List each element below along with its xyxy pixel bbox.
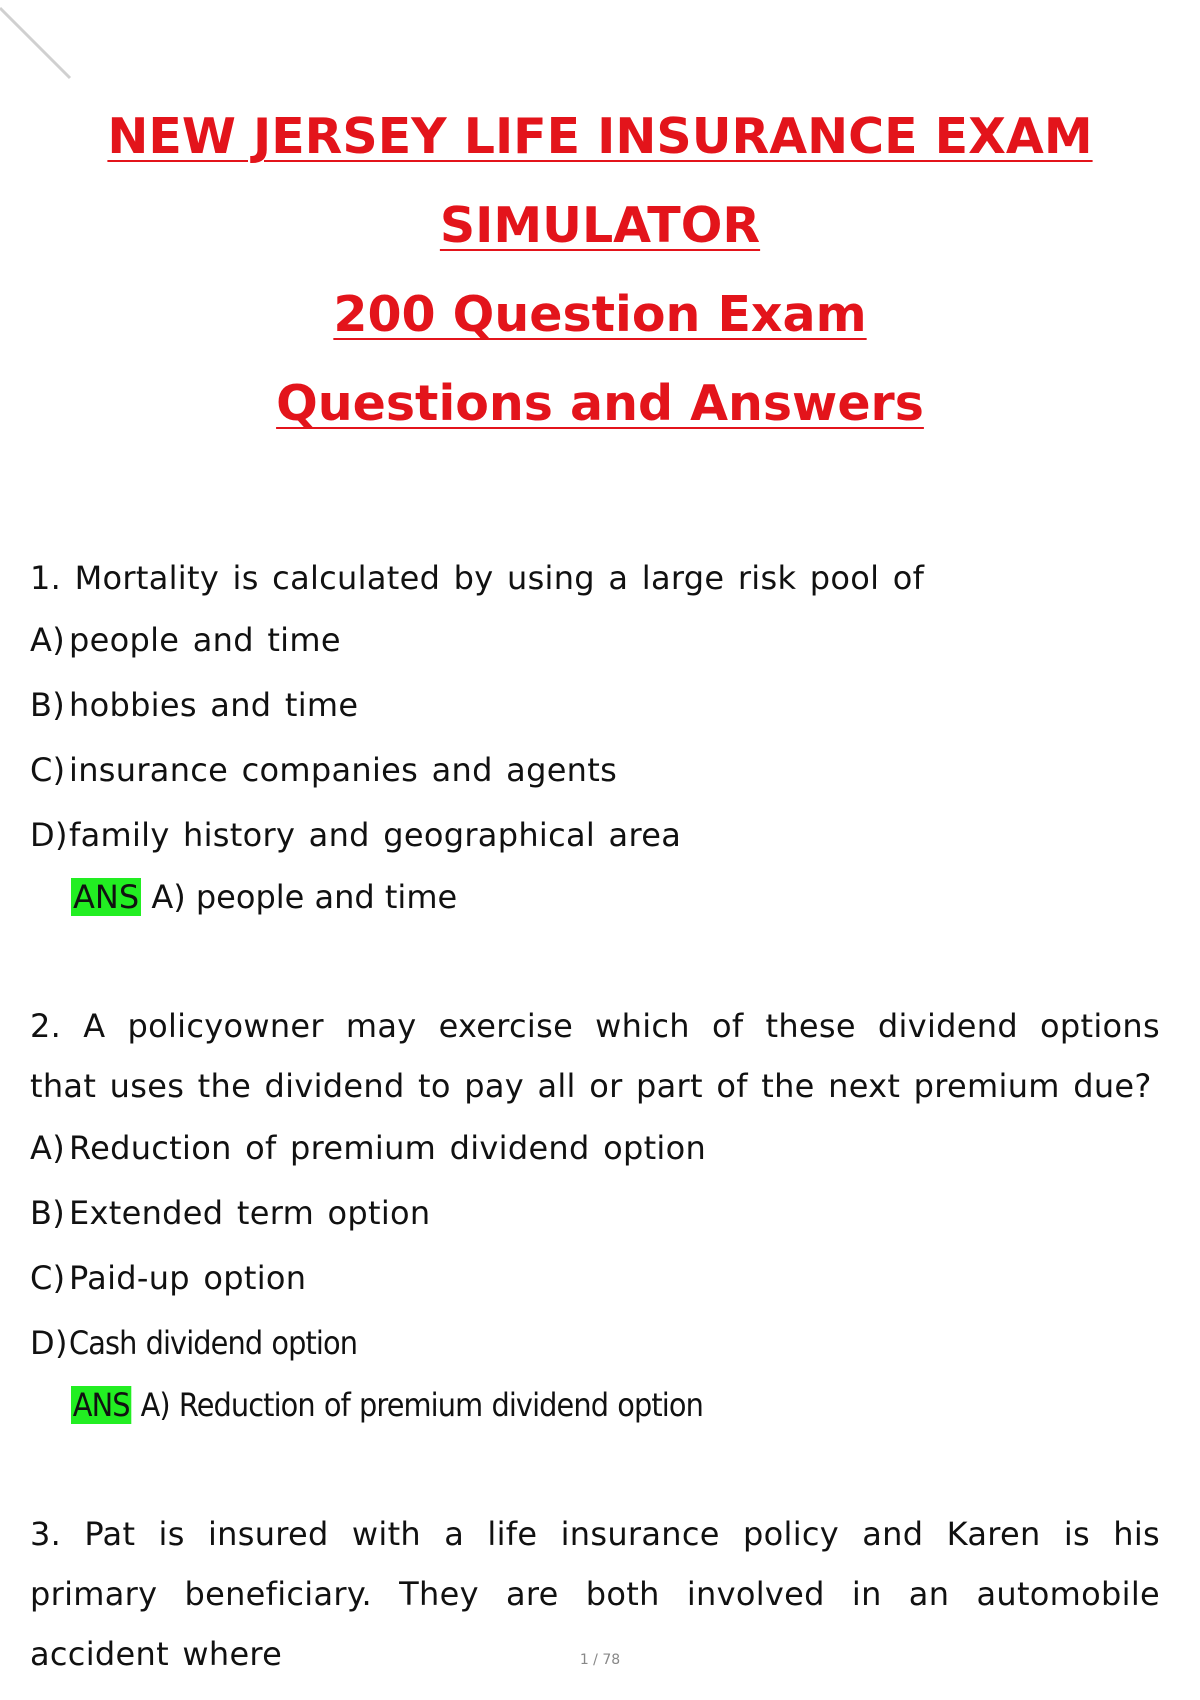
option-letter: D) [30, 1324, 68, 1362]
option-text: insurance companies and agents [69, 751, 618, 789]
answer-text: A) people and time [151, 878, 458, 916]
question-1-answer [71, 868, 1160, 926]
question-2-option-d [30, 1311, 1160, 1376]
question-1-text: 1. Mortality is calculated by using a large risk pool of [30, 559, 925, 597]
option-text: Cash dividend option [69, 1324, 358, 1362]
questions-list [30, 548, 1160, 1684]
option-text: people and time [69, 621, 341, 659]
option-text: Extended term option [69, 1194, 431, 1232]
option-text: Paid-up option [69, 1259, 307, 1297]
option-text: family history and geographical area [69, 816, 682, 854]
option-letter: B) [30, 686, 66, 724]
title-line-3: 200 Question Exam [333, 286, 867, 343]
question-3-text: 3. Pat is insured with a life insurance policy and Karen is his primary beneficiary. They are both involved in an automobile accident where [30, 1515, 1160, 1673]
question-2-text: 2. A policyowner may exercise which of these dividend options that uses the dividend to pay all or part of the next premium due? [30, 1007, 1160, 1105]
option-text: hobbies and time [69, 686, 359, 724]
question-2-option-a [30, 1116, 1160, 1181]
question-1-option-c [30, 738, 1160, 803]
option-letter: A) [30, 621, 65, 659]
title-line-4: Questions and Answers [276, 375, 924, 432]
option-letter: C) [30, 1259, 66, 1297]
option-letter: B) [30, 1194, 66, 1232]
document-title [0, 108, 1200, 468]
question-2-option-c [30, 1246, 1160, 1311]
answer-text: A) Reduction of premium dividend option [140, 1386, 703, 1424]
option-letter: A) [30, 1129, 65, 1167]
title-line-2: SIMULATOR [439, 197, 761, 254]
question-1 [30, 548, 1160, 926]
question-1-option-b [30, 673, 1160, 738]
answer-tag: ANS [73, 878, 140, 916]
title-line-1: NEW JERSEY LIFE INSURANCE EXAM [107, 108, 1093, 165]
question-2 [30, 996, 1160, 1434]
question-2-answer [71, 1376, 1160, 1434]
option-letter: C) [30, 751, 66, 789]
question-2-option-b [30, 1181, 1160, 1246]
corner-fold-mark [0, 0, 80, 80]
option-letter: D) [30, 816, 68, 854]
answer-tag: ANS [72, 1386, 130, 1424]
page-number: 1 / 78 [579, 1652, 621, 1668]
question-1-option-a [30, 608, 1160, 673]
question-1-option-d [30, 803, 1160, 868]
option-text: Reduction of premium dividend option [69, 1129, 707, 1167]
